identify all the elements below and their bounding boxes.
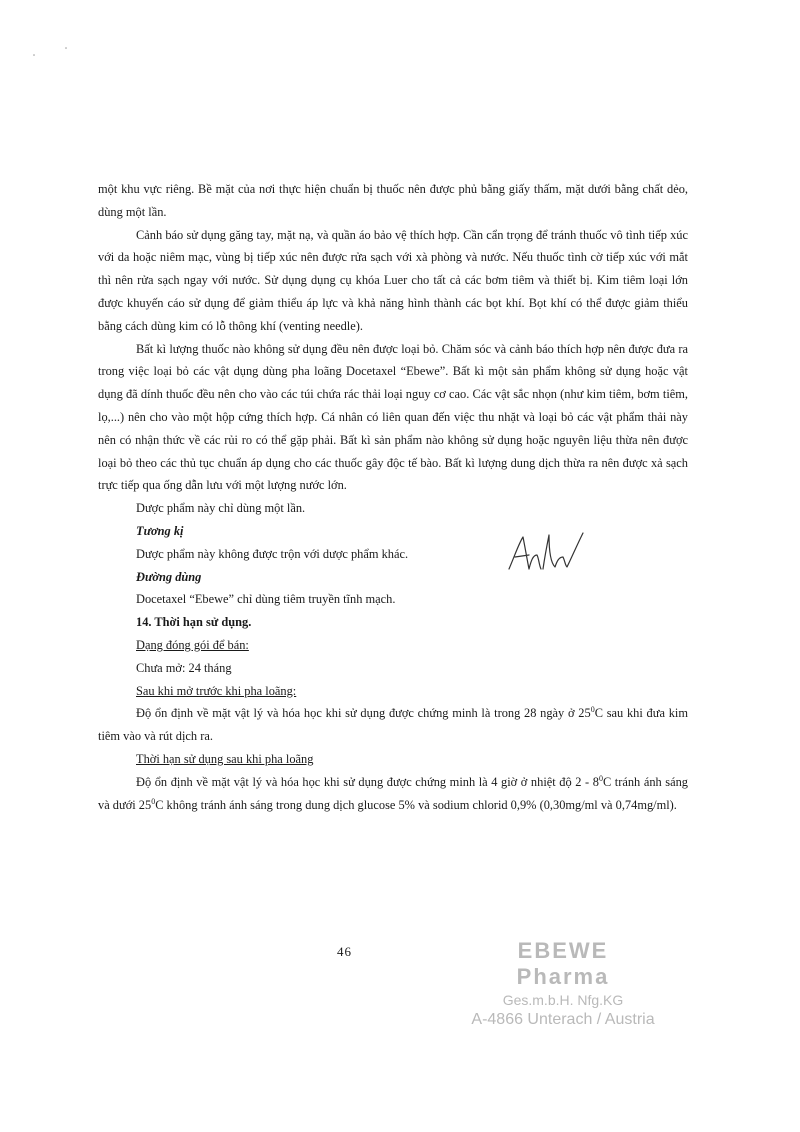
single-use-note: Dược phẩm này chỉ dùng một lần. — [136, 501, 306, 516]
after-dilution-subheading-wrap — [98, 748, 688, 771]
after-dilution-text-a: Độ ổn định về mặt vật lý và hóa học khi sử dụng được chứng minh là 4 giờ ở nhiệt độ 2 - 8 — [136, 774, 599, 789]
route-text: Docetaxel “Ebewe” chỉ dùng tiêm truyền tĩnh mạch. — [136, 592, 396, 607]
after-opening-subheading: Sau khi mở trước khi pha loãng: — [136, 683, 297, 698]
packaging-subheading-wrap — [98, 634, 688, 657]
section-heading-shelf-life: 14. Thời hạn sử dụng. — [136, 615, 252, 630]
handwritten-signature — [505, 525, 585, 580]
stamp-company-name: EBEWE Pharma — [516, 938, 610, 989]
paragraph-continued: một khu vực riêng. Bề mặt của nơi thực hiện chuẩn bị thuốc nên được phủ bằng giấy thấm, mặt dưới bằng chất dẻo, dùng một lần. — [98, 182, 688, 219]
after-opening-text-a: Độ ổn định về mặt vật lý và hóa học khi sử dụng được chứng minh là trong 28 ngày ở 25 — [136, 706, 591, 721]
page-number: 46 — [337, 944, 352, 959]
after-dilution-text-b: C tránh ánh sáng và dưới 25 — [98, 774, 688, 812]
stamp-company-form: Ges.m.b.H. Nfg.KG — [502, 992, 624, 1008]
after-opening-text — [98, 702, 688, 748]
after-opening-text-b: C sau khi đưa kim tiêm vào và rút dịch ra. — [98, 706, 688, 744]
paragraph-disposal: Bất kì lượng thuốc nào không sử dụng đều nên được loại bỏ. Chăm sóc và cảnh báo thích hợp nên được đưa ra trong việc loại bỏ các vật dụng dùng pha loãng Docetaxel “Ebewe”. Bất kì một sản phẩm không sử dụng hoặc vật dụng đã dính thuốc đều nên cho vào các túi chứa rác thải loại nguy cơ cao. Các vật sắc nhọn (như kim tiêm, bơm tiêm, lọ,...) nên cho vào một hộp cứng thích hợp. Cá nhân có liên quan đến việc thu nhặt và loại bỏ các vật phẩm thải này nên có nhận thức về các rủi ro có thể gặp phải. Bất kì sản phẩm nào không sử dụng hoặc nguyên liệu thừa nên được loại bỏ theo các thủ tục chuẩn áp dụng cho các thuốc gây độc tế bào. Bất kì lượng dung dịch thừa ra nên được xả sạch trực tiếp qua ống dẫn lưu với một lượng nước lớn. — [98, 341, 688, 493]
after-dilution-text-c: C không tránh ánh sáng trong dung dịch glucose 5% và sodium chlorid 0,9% (0,30mg/ml và 0,74mg/ml). — [155, 797, 677, 812]
after-opening-subheading-wrap — [98, 680, 688, 703]
paragraph-protective-equipment: Cảnh báo sử dụng găng tay, mặt nạ, và quần áo bảo vệ thích hợp. Cần cẩn trọng để tránh thuốc vô tình tiếp xúc với da hoặc niêm mạc, vùng bị tiếp xúc nên được rửa sạch với xà phòng và nước. Nếu thuốc tình cờ tiếp xúc với mắt thì nên rửa sạch ngay với nước. Sử dụng dụng cụ khóa Luer cho tất cả các bơm tiêm và thiết bị. Kim tiêm loại lớn được khuyến cáo sử dụng để giảm thiểu áp lực và khả năng hình thành các bọt khí. Bọt khí có thể được giảm thiểu bằng cách dùng kim có lỗ thông khí (venting needle). — [98, 227, 688, 333]
after-dilution-subheading: Thời hạn sử dụng sau khi pha loãng — [136, 751, 314, 766]
stamp-address: A-4866 Unterach / Austria — [471, 1011, 655, 1028]
company-stamp — [468, 938, 658, 1030]
degree-sup-1: 0 — [598, 773, 603, 783]
route-heading: Đường dùng — [136, 569, 202, 584]
scan-artifact — [20, 40, 80, 70]
main-text — [98, 178, 688, 816]
degree-sup: 0 — [590, 705, 595, 715]
incompatibility-text: Dược phẩm này không được trộn với dược phẩm khác. — [136, 546, 409, 561]
unopened-shelf-life: Chưa mở: 24 tháng — [136, 660, 232, 675]
incompatibility-heading: Tương kị — [136, 523, 184, 538]
degree-sup-2: 0 — [151, 796, 156, 806]
after-dilution-text — [98, 771, 688, 817]
packaging-subheading: Dạng đóng gói để bán: — [136, 637, 249, 652]
